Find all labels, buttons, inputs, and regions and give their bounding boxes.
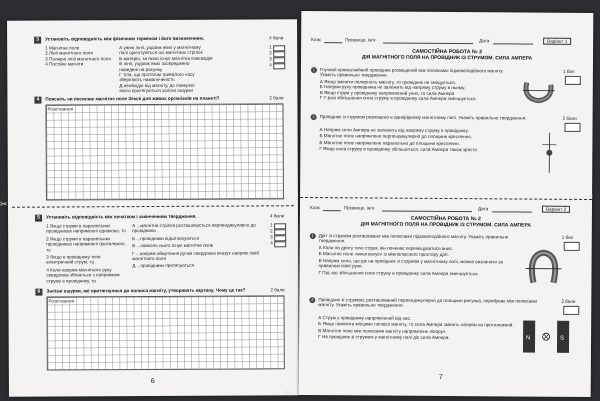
task3-right-item: А уявні лінії, уздовж яких у магнітному <box>119 44 201 51</box>
v1-q1-options <box>320 79 510 102</box>
v2-q2-text: Провідник зі струмом, розташований перпендикулярно до площини рисунка, перебуває між полюсами магніту. Укажіть правильне твердження. <box>318 297 538 309</box>
task6-number: 6 <box>35 289 42 296</box>
left-page <box>7 19 299 397</box>
name-label: Прізвище, ім'я <box>343 205 375 211</box>
variant1-header <box>311 35 587 47</box>
class-field[interactable] <box>324 42 342 43</box>
task6-points: 2 бали <box>270 287 285 293</box>
option[interactable]: В Напрям сили, що діє на провідник зі струмом у магнітному полі, можна визначити за правилом лівої руки. <box>318 257 503 269</box>
task5-right-item: Г ...напрям обертання ручки свердлика вказує напрям ліній магнітного поля <box>132 250 259 262</box>
option[interactable]: В Магнітне поле між полюсами магніту напрямлене ліворуч. <box>318 327 447 334</box>
answer-box-label: 2 <box>269 50 272 56</box>
option[interactable]: Б Якщо поміняти місцями полюси магніту, то сила Ампера змінить напрям на протилежний. <box>318 321 514 328</box>
task6-prompt: Залізні ошурки, які притягнулися до полюса магніту, утворюють картину. Чому це так? <box>46 287 246 294</box>
v2-q2-points: 2 бали <box>561 298 576 304</box>
task5-prompt: Установіть відповідність між початком і закінченням твердження. <box>46 213 197 220</box>
task3-right-item: полі орієнтуються осі магнітних стрілок <box>119 50 203 56</box>
name-label: Прізвище, ім'я <box>345 37 376 43</box>
answer-box[interactable] <box>273 63 285 70</box>
task3-left-list <box>45 45 115 67</box>
scissors-icon: ✂ <box>285 388 292 397</box>
v1-q1-text: Гнучкий прямолінійний провідник розміщений між полюсами підковоподібного магніту. Укажіть правильне твердження. <box>319 67 504 78</box>
task5-left-item: 1 Якщо струми в паралельних провідниках напрямлені однаково, то <box>46 223 126 234</box>
task3-right-item: Б матерія, за якою існує магнітна взаємодія <box>119 55 213 61</box>
task3-right-item: наведені на рисунку <box>119 66 163 72</box>
v2-q2-answer-box[interactable] <box>563 306 579 315</box>
v2-q1-text: Дріт зі струмом розташовано між полюсами підковоподібного магніту. Укажіть правильне твердження. <box>318 233 509 244</box>
option[interactable]: В Якщо струм у провіднику напрямлений униз, то сила Ампера <box>319 89 455 96</box>
option[interactable]: Г Під час збільшення сили струму в провіднику сила Ампера зменшується. <box>318 269 479 276</box>
answer-box-label: 3 <box>269 56 272 62</box>
task6-answer-grid[interactable] <box>46 295 284 370</box>
option[interactable]: Г Якщо сила струму в провіднику збільшиться, сила Ампера також зросте. <box>319 146 479 153</box>
option[interactable]: В Магнітне поле напрямлене паралельно до площини креслення. <box>319 139 460 146</box>
v2-q1-points: 1 бал <box>561 234 574 240</box>
task4-points: 2 бали <box>269 95 284 101</box>
task3-left-item: 3 Полярні лінії магнітного поля <box>45 56 111 62</box>
task4-prompt: Поясніть чи посилює магнітне поле Землі для живих організмів на планеті? <box>45 95 220 102</box>
task5-left-item: 2 Якщо струми в паралельних провідниках напрямлені протилежно, то <box>46 236 126 253</box>
v1-q1-answer-box[interactable] <box>565 76 581 85</box>
v1-q1-number: 1 <box>312 67 316 73</box>
cut-line <box>12 205 294 207</box>
v1-q2-options <box>319 127 529 153</box>
horseshoe-magnet-illustration <box>525 247 561 287</box>
task5-right-item: В ...навколо нього існує магнітне поле <box>132 242 214 249</box>
page-number: 7 <box>438 373 443 381</box>
task5-points: 4 бали <box>270 213 285 219</box>
variant1-title: САМОСТІЙНА РОБОТА № 2 <box>412 48 483 56</box>
option[interactable]: Г У разі збільшення сили струму в провіднику сила Ампера зменшується. <box>319 95 477 102</box>
variant-badge: Варіант 1 <box>543 38 571 46</box>
name-field[interactable] <box>383 43 473 44</box>
cut-line <box>300 197 592 200</box>
class-label: Клас <box>309 205 321 211</box>
option[interactable]: А Коли по дроту тече струм, він починає переміщуватися вниз. <box>318 245 453 252</box>
v1-q2-text: Провідник зі струмом розміщено в однорідному магнітному полі. Укажіть правильне твердження. <box>319 114 527 121</box>
grid-label: Розв'язання <box>47 106 73 112</box>
conductor-field-illustration <box>538 131 560 175</box>
task3-right-item: зберігають намагніченість <box>119 77 175 83</box>
date-label: Дата <box>477 206 489 212</box>
v2-q1-number: 1 <box>311 233 314 239</box>
task3-right-item: Д необхідні від магніту, до поверхні <box>119 82 195 89</box>
v1-q2-answer-box[interactable] <box>565 123 581 132</box>
scissors-icon: ✂ <box>586 192 594 202</box>
date-label: Дата <box>479 38 490 44</box>
answer-box-label: 3 <box>270 234 273 240</box>
option[interactable]: А Якщо змінити полярність магніту, то провідник не зміщується. <box>319 79 456 86</box>
task4-answer-grid[interactable] <box>45 103 283 200</box>
option[interactable]: Б Магнітне поле напрямлене перпендикулярно до площини креслення. <box>319 133 472 140</box>
magnet-poles-illustration <box>521 317 571 357</box>
task3-right-item: В лінії, уздовж яких зосереджено <box>119 61 190 67</box>
v1-q1-points: 1 бал <box>562 68 575 74</box>
task5-right-item: Б ...провідники відштовхуються <box>132 235 200 241</box>
svg-text:N: N <box>526 335 531 342</box>
option[interactable]: А Напрям сили Ампера не залежить від напряму струму в провіднику. <box>319 127 469 134</box>
task5-left-list <box>46 223 126 283</box>
task4-number: 4 <box>34 97 41 104</box>
answer-box-label: 1 <box>270 222 273 228</box>
task5-right-item: А ...магнітна стрілка розташовується перпендикулярно до провідника <box>132 222 256 234</box>
horseshoe-magnet-illustration <box>521 77 557 105</box>
task3-number: 3 <box>34 37 41 44</box>
v1-q2-number: 2 <box>312 114 315 120</box>
variant2-header <box>310 203 586 215</box>
option[interactable]: Г На провідник зі струмом у магнітному полі діє сила Ампера. <box>318 334 450 341</box>
v1-q2-points: 2 бали <box>562 115 577 121</box>
task5-left-item: 3 Якщо в провіднику тече електричний струм, то <box>46 254 101 265</box>
variant-badge: Варіант 2 <box>542 206 570 214</box>
task5-number: 5 <box>35 215 42 222</box>
scissors-icon: ✂ <box>0 199 8 209</box>
option[interactable]: Б Магнітне поле «виштовхує» із міжполюсного простору дріт. <box>318 251 449 258</box>
page-number: 6 <box>150 377 155 386</box>
name-field[interactable] <box>382 211 472 212</box>
answer-box-label: 4 <box>269 62 272 68</box>
grid-label: Розв'язання <box>48 298 74 304</box>
answer-box-label: 2 <box>270 228 273 234</box>
task3-right-item: якого притягуються залізні ошурки <box>119 88 193 94</box>
v2-q1-options <box>319 245 519 276</box>
svg-text:S: S <box>560 335 565 342</box>
option[interactable]: Б Напрям руху провідника не залежить від напряму струму в ньому. <box>319 84 466 91</box>
v2-q1-answer-box[interactable] <box>564 242 580 251</box>
task3-left-item: 4 Постійні магніти <box>45 61 84 67</box>
class-field[interactable] <box>323 210 341 211</box>
task3-prompt: Установіть відповідність між фізичним терміном і його визначенням. <box>45 35 205 42</box>
task5-right-list <box>132 222 262 269</box>
task5-left-item: 4 Коли напрям магнітного руку свердлика збігається з напрямком струму в провіднику, то <box>46 267 120 284</box>
v2-q2-number: 2 <box>311 297 314 303</box>
option[interactable]: А Струм у провіднику напрямлений від нас. <box>318 315 412 321</box>
variant1-subtitle: ДІЯ МАГНІТНОГО ПОЛЯ НА ПРОВІДНИК ІЗ СТРУМОМ. СИЛА АМПЕРА <box>361 54 533 62</box>
answer-box[interactable] <box>274 241 286 248</box>
task3-left-item: 1 Магнітне поле <box>45 45 80 51</box>
variant2-title: САМОСТІЙНА РОБОТА № 2 <box>410 215 481 223</box>
right-page <box>299 11 594 397</box>
class-label: Клас <box>311 37 322 43</box>
task3-right-item: Г тіла, що протягом тривалого часу <box>119 71 195 78</box>
v2-q2-options <box>318 315 514 341</box>
task5-right-item: Д ...провідники притягуються <box>132 263 195 269</box>
task3-left-item: 2 Лінії магнітного поля <box>45 50 93 56</box>
variant2-subtitle: ДІЯ МАГНІТНОГО ПОЛЯ НА ПРОВІДНИК ІЗ СТРУМОМ. СИЛА АМПЕРА <box>360 221 532 229</box>
answer-box-label: 4 <box>270 240 273 246</box>
answer-box-label: 1 <box>269 44 272 50</box>
task3-right-list <box>119 44 264 93</box>
date-field[interactable] <box>492 211 532 212</box>
task3-points: 4 бали <box>269 35 284 41</box>
date-field[interactable] <box>493 43 533 44</box>
